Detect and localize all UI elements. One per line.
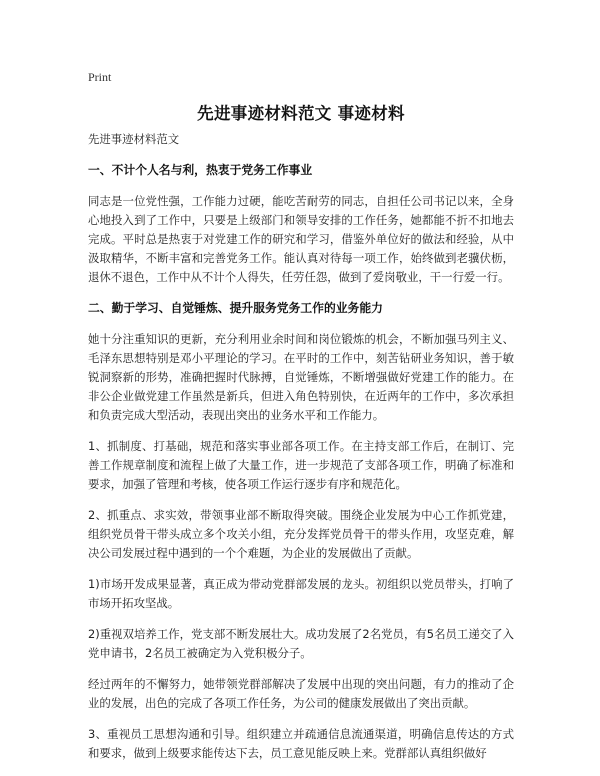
section-heading-2: 二、勤于学习、自觉锤炼、提升服务党务工作的业务能力 [88, 301, 383, 315]
paragraph-4: 2、抓重点、求实效，带领事业部不断取得突破。围绕企业发展为中心工作抓党建，组织党员骨干带头成立多个攻关小组，充分发挥党员骨干的带头作用，攻坚克难，解决公司发展过程中遇到的一个个难题，为企业的发展做出了贡献。 [88, 508, 514, 560]
paragraph-2: 她十分注重知识的更新，充分利用业余时间和岗位锻炼的机会，不断加强马列主义、毛泽东思想特别是邓小平理论的学习。在平时的工作中，刻苦钻研业务知识，善于敏锐洞察新的形势，准确把握时代脉搏，自觉锤炼，不断增强做好党建工作的能力。在非公企业做党建工作虽然是新兵，但进入角色特别快，在近两年的工作中，多次承担和负责完成大型活动，表现出突出的业务水平和工作能力。 [88, 332, 514, 422]
document-subtitle: 先进事迹材料范文 [88, 132, 180, 146]
document-body [88, 130, 514, 775]
paragraph-6: 2)重视双培养工作，党支部不断发展壮大。成功发展了2名党员，有5名员工递交了入党申请书，2名员工被确定为入党积极分子。 [88, 627, 514, 660]
paragraph-7: 经过两年的不懈努力，她带领党群部解决了发展中出现的突出问题，有力的推动了企业的发展，出色的完成了各项工作任务，为公司的健康发展做出了突出贡献。 [88, 677, 514, 710]
paragraph-8: 3、重视员工思想沟通和引导。组织建立并疏通信息流通渠道，明确信息传达的方式和要求，做到上级要求能传达下去，员工意见能反映上来。党群部认真组织做好 [88, 727, 514, 760]
paragraph-5: 1)市场开发成果显著，真正成为带动党群部发展的龙头。初组织以党员带头，打响了市场开拓攻坚战。 [88, 577, 514, 610]
paragraph-3: 1、抓制度、打基础，规范和落实事业部各项工作。在主持支部工作后，在制订、完善工作规章制度和流程上做了大量工作，进一步规范了支部各项工作，明确了标准和要求，加强了管理和考核，使各项工作运行逐步有序和规范化。 [88, 439, 514, 491]
print-label: Print [88, 70, 112, 84]
section-heading-1: 一、不计个人名与利，热衷于党务工作事业 [88, 163, 313, 177]
paragraph-1: 同志是一位党性强，工作能力过硬，能吃苦耐劳的同志，自担任公司书记以来，全身心地投入到了工作中，只要是上级部门和领导安排的工作任务，她都能不折不扣地去完成。平时总是热衷于对党建工作的研究和学习，借鉴外单位好的做法和经验，从中汲取精华，不断丰富和完善党务工作。能认真对待每一项工作，始终做到老骥伏枥，退休不退色，工作中从不计个人得失，任劳任怨，做到了爱岗敬业，干一行爱一行。 [88, 194, 514, 284]
page-title: 先进事迹材料范文 事迹材料 [197, 104, 405, 123]
